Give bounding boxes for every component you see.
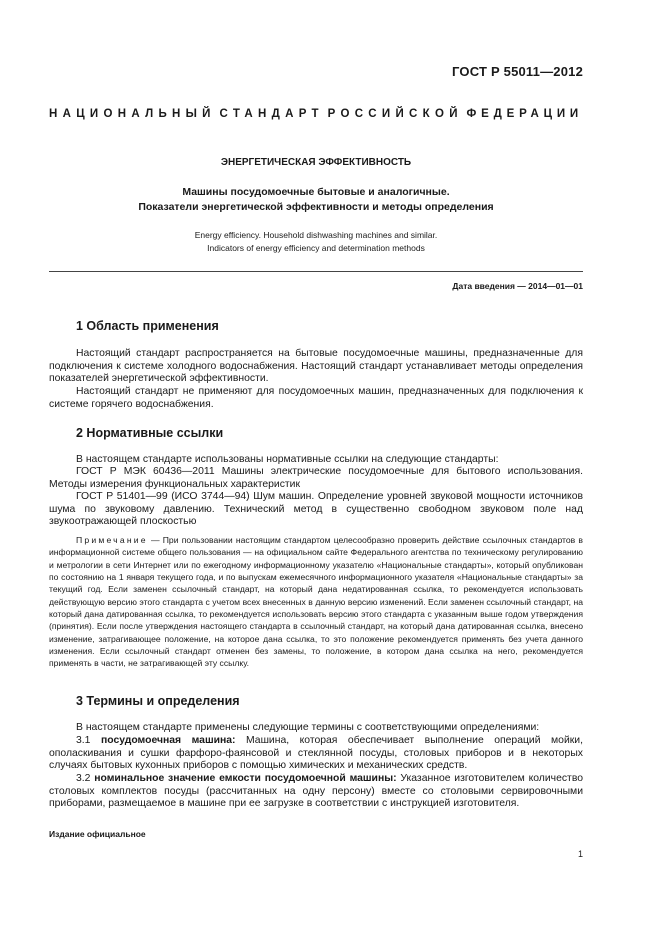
title-divider [49,271,583,272]
term-number: 3.1 [76,735,101,746]
document-code: ГОСТ Р 55011—2012 [452,64,583,79]
national-standard-banner [49,108,583,120]
page-number: 1 [577,849,583,859]
term-definition: Машина, которая обеспечивает выполнение операций мойки, ополаскивания и сушки фарфоро-фаянсовой и стеклянной посуды, столовых приборов и в некоторых случаях бытовых кухонных приборов с помощью химических и механических средств. [49,735,583,772]
section-2-paragraph: В настоящем стандарте использованы нормативные ссылки на следующие стандарты: [76,454,499,465]
section-2-heading: 2 Нормативные ссылки [76,426,224,440]
introduction-date: Дата введения — 2014—01—01 [452,281,583,291]
reference-gost-51401: ГОСТ Р 51401—99 (ИСО 3744—94) Шум машин. Определение уровней звуковой мощности источников шума по звуковому давлению. Технический метод в существенно свободном звуковом поле над звукоотражающей плоскостью [49,491,583,528]
section-3-paragraph: В настоящем стандарте применены следующие термины с соответствующими определениями: [76,722,540,733]
section-1-paragraph: Настоящий стандарт не применяют для посудомоечных машин, предназначенных для подключения к системе горячего водоснабжения. [49,386,583,410]
term-definition: Указанное изготовителем количество столовых комплектов посуды (рассчитанных на одну персону) вместе со столовыми сервировочными приборами, размещаемое в машине при ее загрузке в соответствии с инструкцией изготовителя. [49,773,583,810]
note-text: — При пользовании настоящим стандартом целесообразно проверить действие ссылочных стандартов в информационной системе общего пользования — на официальном сайте Федерального агентства по техническому регулированию и метрологии в сети Интернет или по ежегодному информационному указателю «Национальные стандарты», который опубликован по состоянию на 1 января текущего года, и по выпускам ежемесячного информационного указателя «Национальные стандарты» за текущий год. Если заменен ссылочный стандарт, на который дана недатированная ссылка, то рекомендуется использовать действующую версию этого стандарта с учетом всех внесенных в данную версию изменений. Если заменен ссылочный стандарт, на который дана датированная ссылка, то рекомендуется использовать версию этого стандарта с указанным выше годом утверждения (принятия). Если после утверждения настоящего стандарта в ссылочный стандарт, на который дана датированная ссылка, внесено изменение, затрагивающее положение, на которое дана ссылка, то это положение рекомендуется применять без учета данного изменения. Если ссылочный стандарт отменен без замены, то положение, в котором дана ссылка на него, рекомендуется применять в части, не затрагивающей эту ссылку. [49,535,583,669]
section-1-heading: 1 Область применения [76,319,219,333]
term-3-2 [49,773,583,811]
official-edition-label: Издание официальное [49,829,146,839]
reference-gost-iec-60436: ГОСТ Р МЭК 60436—2011 Машины электрические посудомоечные для бытового использования. Методы измерения функциональных характеристик [49,466,583,490]
banner-word: РОССИЙСКОЙ [327,108,463,120]
note-label: Примечание [76,535,148,545]
standard-title: ЭНЕРГЕТИЧЕСКАЯ ЭФФЕКТИВНОСТЬ [220,157,412,168]
english-title-line1: Energy efficiency. Household dishwashing machines and similar. [194,230,438,240]
term-3-1 [49,735,583,773]
standard-subtitle-line1: Машины посудомоечные бытовые и аналогичные. [182,186,450,198]
banner-word: НАЦИОНАЛЬНЫЙ [49,108,216,120]
section-1-paragraph: Настоящий стандарт распространяется на бытовые посудомоечные машины, предназначенные для подключения к системе холодного водоснабжения. Настоящий стандарт устанавливает методы определения показателей энергетической эффективности. [49,348,583,385]
section-3-heading: 3 Термины и определения [76,694,240,708]
english-title-line2: Indicators of energy efficiency and determination methods [207,243,425,253]
standard-subtitle-line2: Показатели энергетической эффективности и методы определения [138,201,494,213]
term-number: 3.2 [76,773,95,784]
term-name: посудомоечная машина: [100,735,236,746]
banner-word: СТАНДАРТ [219,108,324,120]
banner-word: ФЕДЕРАЦИИ [466,108,583,120]
term-name: номинальное значение емкости посудомоечной машины: [94,773,397,784]
reference-note [49,534,583,670]
